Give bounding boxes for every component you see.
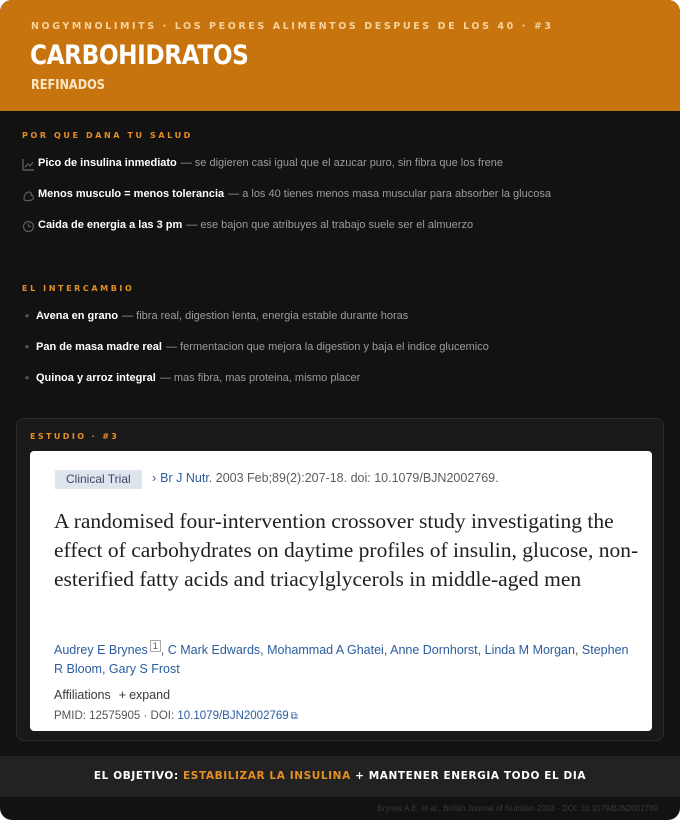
swap-item-text: — fermentacion que mejora la digestion y baja el indice glucemico: [165, 341, 489, 353]
chart-icon: [22, 156, 36, 170]
swap-item-title: Pan de masa madre real: [36, 341, 162, 353]
doi-link[interactable]: 10.1079/BJN2002769: [177, 710, 289, 722]
why-item-text: — a los 40 tienes menos masa muscular para absorber la glucosa: [228, 188, 551, 200]
author-link[interactable]: Mohammad A Ghatei: [267, 643, 384, 658]
swap-item-title: Quinoa y arroz integral: [36, 372, 156, 384]
study-panel: [16, 418, 664, 741]
why-section-label: POR QUE DANA TU SALUD: [22, 131, 193, 140]
goal-suffix: + MANTENER ENERGIA TODO EL DIA: [355, 770, 587, 782]
identifier-row: PMID: 12575905 · DOI: 10.1079/BJN2002769 ⧉: [54, 710, 298, 722]
bullet-icon: ●: [24, 373, 30, 382]
study-label: ESTUDIO · #3: [30, 432, 120, 441]
affiliations-row: [54, 688, 170, 702]
citation-text: 2003 Feb;89(2):207-18. doi: 10.1079/BJN2002769.: [215, 471, 499, 485]
clinical-trial-badge: Clinical Trial: [55, 470, 142, 489]
author-link[interactable]: Stephen R Bloom: [54, 643, 629, 677]
paper-screenshot: [30, 451, 652, 731]
citation-line: [152, 471, 499, 485]
affiliation-marker[interactable]: 1: [150, 640, 161, 652]
why-item: [22, 217, 473, 233]
swap-item-text: — mas fibra, mas proteina, mismo placer: [159, 372, 361, 384]
why-item: [22, 155, 503, 171]
paper-title: A randomised four-intervention crossover study investigating the effect of carbohydrates on daytime profiles of insulin, glucose, non-esterified fatty acids and triacylglycerols in middle-aged men: [54, 509, 639, 591]
muscle-icon: [22, 187, 36, 201]
bullet-icon: ●: [24, 311, 30, 320]
external-link-icon[interactable]: ⧉: [290, 711, 298, 722]
doi-label: DOI:: [150, 710, 175, 722]
goal-prefix: EL OBJETIVO:: [93, 770, 179, 782]
expand-button[interactable]: expand: [129, 688, 171, 702]
page-title: CARBOHIDRATOS: [30, 40, 249, 71]
why-item-text: — ese bajon que atribuyes al trabajo suele ser el almuerzo: [186, 219, 474, 231]
why-item: [22, 186, 551, 202]
pmid-text: PMID: 12575905: [54, 710, 141, 722]
plus-icon[interactable]: +: [118, 688, 127, 702]
header-kicker: NOGYMNOLIMITS · LOS PEORES ALIMENTOS DESPUES DE LOS 40 · #3: [31, 21, 554, 32]
author-link[interactable]: C Mark Edwards: [167, 643, 261, 658]
author-link[interactable]: Anne Dornhorst: [390, 643, 478, 658]
swap-item-text: — fibra real, digestion lenta, energia estable durante horas: [122, 310, 409, 322]
goal-banner: [0, 756, 680, 797]
why-item-title: Menos musculo = menos tolerancia: [38, 188, 225, 200]
why-item-title: Caida de energia a las 3 pm: [38, 219, 183, 231]
swap-item: [22, 339, 489, 355]
clock-icon: [22, 218, 36, 232]
bullet-icon: ●: [24, 342, 30, 351]
author-list: Audrey E Brynes $^1$ , C Mark Edwards, Mohammad A Ghatei, Anne Dornhorst, Linda M Morgan, Stephen R Bloom, Gary S Frost: [54, 641, 629, 677]
goal-highlight: ESTABILIZAR LA INSULINA: [183, 770, 351, 782]
affiliations-label: Affiliations: [54, 688, 111, 702]
swap-item: [22, 370, 360, 386]
swap-section-label: EL INTERCAMBIO: [22, 284, 135, 293]
chevron-right-icon: ›: [152, 471, 157, 485]
author-link[interactable]: Audrey E Brynes: [54, 643, 148, 658]
journal-link[interactable]: Br J Nutr.: [160, 471, 213, 485]
author-link[interactable]: Linda M Morgan: [484, 643, 575, 658]
page-subtitle: REFINADOS: [31, 77, 105, 93]
header-banner: [0, 0, 680, 111]
why-item-title: Pico de insulina inmediato: [38, 157, 177, 169]
why-item-text: — se digieren casi igual que el azucar puro, sin fibra que los frene: [180, 157, 503, 169]
source-credit: Brynes A.E. et al., British Journal of Nutrition 2003 · DOI: 10.1079/BJN2002769: [377, 804, 658, 813]
author-link[interactable]: Gary S Frost: [108, 662, 180, 677]
swap-item-title: Avena en grano: [36, 310, 119, 322]
swap-item: [22, 308, 408, 324]
